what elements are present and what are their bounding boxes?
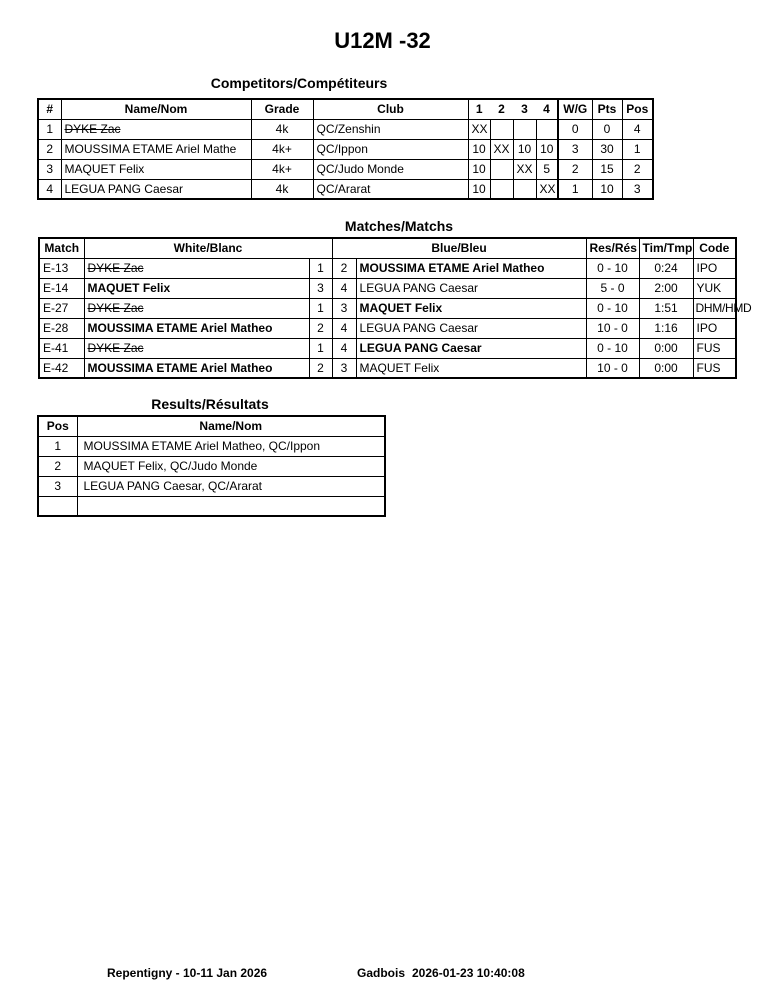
match-blue-num: 2	[332, 258, 356, 278]
page-title: U12M -32	[334, 28, 431, 53]
competitor-pts: 10	[592, 179, 622, 199]
results-header-row	[38, 416, 385, 436]
match-row	[39, 338, 736, 358]
col-header-r2: 2	[490, 99, 513, 119]
match-time: 1:16	[639, 318, 693, 338]
col-header-time: Tim/Tmp	[639, 238, 693, 258]
col-header-club: Club	[313, 99, 468, 119]
match-blue-num: 4	[332, 318, 356, 338]
match-code: FUS	[693, 338, 736, 358]
matches-heading: Matches/Matchs	[344, 218, 454, 234]
match-white-num: 3	[309, 278, 332, 298]
competitor-r3: 10	[513, 139, 536, 159]
competitors-table	[37, 98, 654, 200]
match-row	[39, 258, 736, 278]
competitor-r3	[513, 119, 536, 139]
competitors-header-row	[38, 99, 653, 119]
result-pos: 3	[38, 476, 77, 496]
match-result: 5 - 0	[586, 278, 639, 298]
competitor-name: MAQUET Felix	[61, 159, 251, 179]
col-header-name: Name/Nom	[77, 416, 385, 436]
match-row	[39, 318, 736, 338]
col-header-wg: W/G	[558, 99, 592, 119]
result-name: MAQUET Felix, QC/Judo Monde	[77, 456, 385, 476]
match-white-num: 1	[309, 298, 332, 318]
match-blue-name: MOUSSIMA ETAME Ariel Matheo	[356, 258, 586, 278]
result-pos: 1	[38, 436, 77, 456]
col-header-code: Code	[693, 238, 736, 258]
competitor-num: 3	[38, 159, 61, 179]
competitor-num: 1	[38, 119, 61, 139]
competitor-row	[38, 159, 653, 179]
result-name	[77, 496, 385, 516]
competitor-num: 2	[38, 139, 61, 159]
match-blue-name: MAQUET Felix	[356, 298, 586, 318]
competitor-r1: XX	[468, 119, 490, 139]
competitor-name: LEGUA PANG Caesar	[61, 179, 251, 199]
footer-event: Repentigny - 10-11 Jan 2026	[107, 966, 268, 980]
competitor-r2	[490, 159, 513, 179]
match-blue-num: 4	[332, 338, 356, 358]
competitor-r3	[513, 179, 536, 199]
result-pos	[38, 496, 77, 516]
match-blue-num: 4	[332, 278, 356, 298]
col-header-white: White/Blanc	[84, 238, 332, 258]
competitor-r4: 5	[536, 159, 558, 179]
competitor-club: QC/Ippon	[313, 139, 468, 159]
match-code: FUS	[693, 358, 736, 378]
competitor-r2	[490, 119, 513, 139]
col-header-pts: Pts	[592, 99, 622, 119]
match-result: 10 - 0	[586, 318, 639, 338]
match-blue-name: LEGUA PANG Caesar	[356, 278, 586, 298]
competitor-pos: 3	[622, 179, 653, 199]
match-code: IPO	[693, 318, 736, 338]
match-code: YUK	[693, 278, 736, 298]
competitor-wg: 0	[558, 119, 592, 139]
result-row	[38, 436, 385, 456]
match-white-num: 2	[309, 358, 332, 378]
result-pos: 2	[38, 456, 77, 476]
match-white-name: MOUSSIMA ETAME Ariel Matheo	[84, 318, 309, 338]
competitor-name: MOUSSIMA ETAME Ariel Mathe	[61, 139, 251, 159]
col-header-name: Name/Nom	[61, 99, 251, 119]
match-time: 0:24	[639, 258, 693, 278]
col-header-grade: Grade	[251, 99, 313, 119]
competitor-r1: 10	[468, 159, 490, 179]
competitor-club: QC/Judo Monde	[313, 159, 468, 179]
match-white-name: MOUSSIMA ETAME Ariel Matheo	[84, 358, 309, 378]
competitor-r4: 10	[536, 139, 558, 159]
match-white-num: 1	[309, 338, 332, 358]
col-header-pos: Pos	[622, 99, 653, 119]
match-blue-name: LEGUA PANG Caesar	[356, 318, 586, 338]
match-code: DHM/HMD	[693, 298, 736, 318]
match-time: 2:00	[639, 278, 693, 298]
match-id: E-41	[39, 338, 84, 358]
match-result: 0 - 10	[586, 258, 639, 278]
match-blue-name: MAQUET Felix	[356, 358, 586, 378]
competitors-heading: Competitors/Compétiteurs	[210, 75, 388, 91]
col-header-r3: 3	[513, 99, 536, 119]
competitor-club: QC/Ararat	[313, 179, 468, 199]
col-header-r4: 4	[536, 99, 558, 119]
match-time: 0:00	[639, 358, 693, 378]
competitor-grade: 4k	[251, 119, 313, 139]
competitor-grade: 4k	[251, 179, 313, 199]
results-heading: Results/Résultats	[151, 396, 269, 412]
match-white-name: DYKE Zac	[84, 258, 309, 278]
match-blue-name: LEGUA PANG Caesar	[356, 338, 586, 358]
competitor-name: DYKE Zac	[61, 119, 251, 139]
match-code: IPO	[693, 258, 736, 278]
col-header-pos: Pos	[38, 416, 77, 436]
competitor-pos: 2	[622, 159, 653, 179]
footer-author: Gadbois	[357, 966, 406, 980]
match-blue-num: 3	[332, 358, 356, 378]
match-id: E-27	[39, 298, 84, 318]
competitor-row	[38, 119, 653, 139]
competitor-row	[38, 139, 653, 159]
competitor-num: 4	[38, 179, 61, 199]
match-row	[39, 278, 736, 298]
match-id: E-13	[39, 258, 84, 278]
match-white-num: 1	[309, 258, 332, 278]
match-time: 1:51	[639, 298, 693, 318]
match-blue-num: 3	[332, 298, 356, 318]
competitor-grade: 4k+	[251, 159, 313, 179]
match-time: 0:00	[639, 338, 693, 358]
competitor-r2: XX	[490, 139, 513, 159]
result-name: MOUSSIMA ETAME Ariel Matheo, QC/Ippon	[77, 436, 385, 456]
competitor-pts: 30	[592, 139, 622, 159]
competitor-r4	[536, 119, 558, 139]
competitor-pos: 1	[622, 139, 653, 159]
match-id: E-42	[39, 358, 84, 378]
competitor-wg: 1	[558, 179, 592, 199]
match-row	[39, 298, 736, 318]
col-header-num: #	[38, 99, 61, 119]
match-white-name: MAQUET Felix	[84, 278, 309, 298]
matches-header-row	[39, 238, 736, 258]
col-header-blue: Blue/Bleu	[332, 238, 586, 258]
competitor-club: QC/Zenshin	[313, 119, 468, 139]
col-header-result: Res/Rés	[586, 238, 639, 258]
col-header-r1: 1	[468, 99, 490, 119]
match-id: E-14	[39, 278, 84, 298]
competitor-wg: 2	[558, 159, 592, 179]
competitor-pts: 0	[592, 119, 622, 139]
competitor-pts: 15	[592, 159, 622, 179]
competitor-r1: 10	[468, 179, 490, 199]
competitor-r2	[490, 179, 513, 199]
match-row	[39, 358, 736, 378]
competitor-pos: 4	[622, 119, 653, 139]
col-header-match: Match	[39, 238, 84, 258]
results-table	[37, 415, 386, 517]
match-white-name: DYKE Zac	[84, 338, 309, 358]
competitor-r4: XX	[536, 179, 558, 199]
match-result: 0 - 10	[586, 338, 639, 358]
competitor-row	[38, 179, 653, 199]
match-white-num: 2	[309, 318, 332, 338]
matches-table	[38, 237, 752, 379]
match-result: 0 - 10	[586, 298, 639, 318]
match-result: 10 - 0	[586, 358, 639, 378]
competitor-wg: 3	[558, 139, 592, 159]
result-name: LEGUA PANG Caesar, QC/Ararat	[77, 476, 385, 496]
footer-timestamp: 2026-01-23 10:40:08	[412, 966, 525, 980]
competitor-r1: 10	[468, 139, 490, 159]
result-row	[38, 456, 385, 476]
competitor-r3: XX	[513, 159, 536, 179]
competitor-grade: 4k+	[251, 139, 313, 159]
match-id: E-28	[39, 318, 84, 338]
result-row	[38, 476, 385, 496]
result-row	[38, 496, 385, 516]
match-white-name: DYKE Zac	[84, 298, 309, 318]
